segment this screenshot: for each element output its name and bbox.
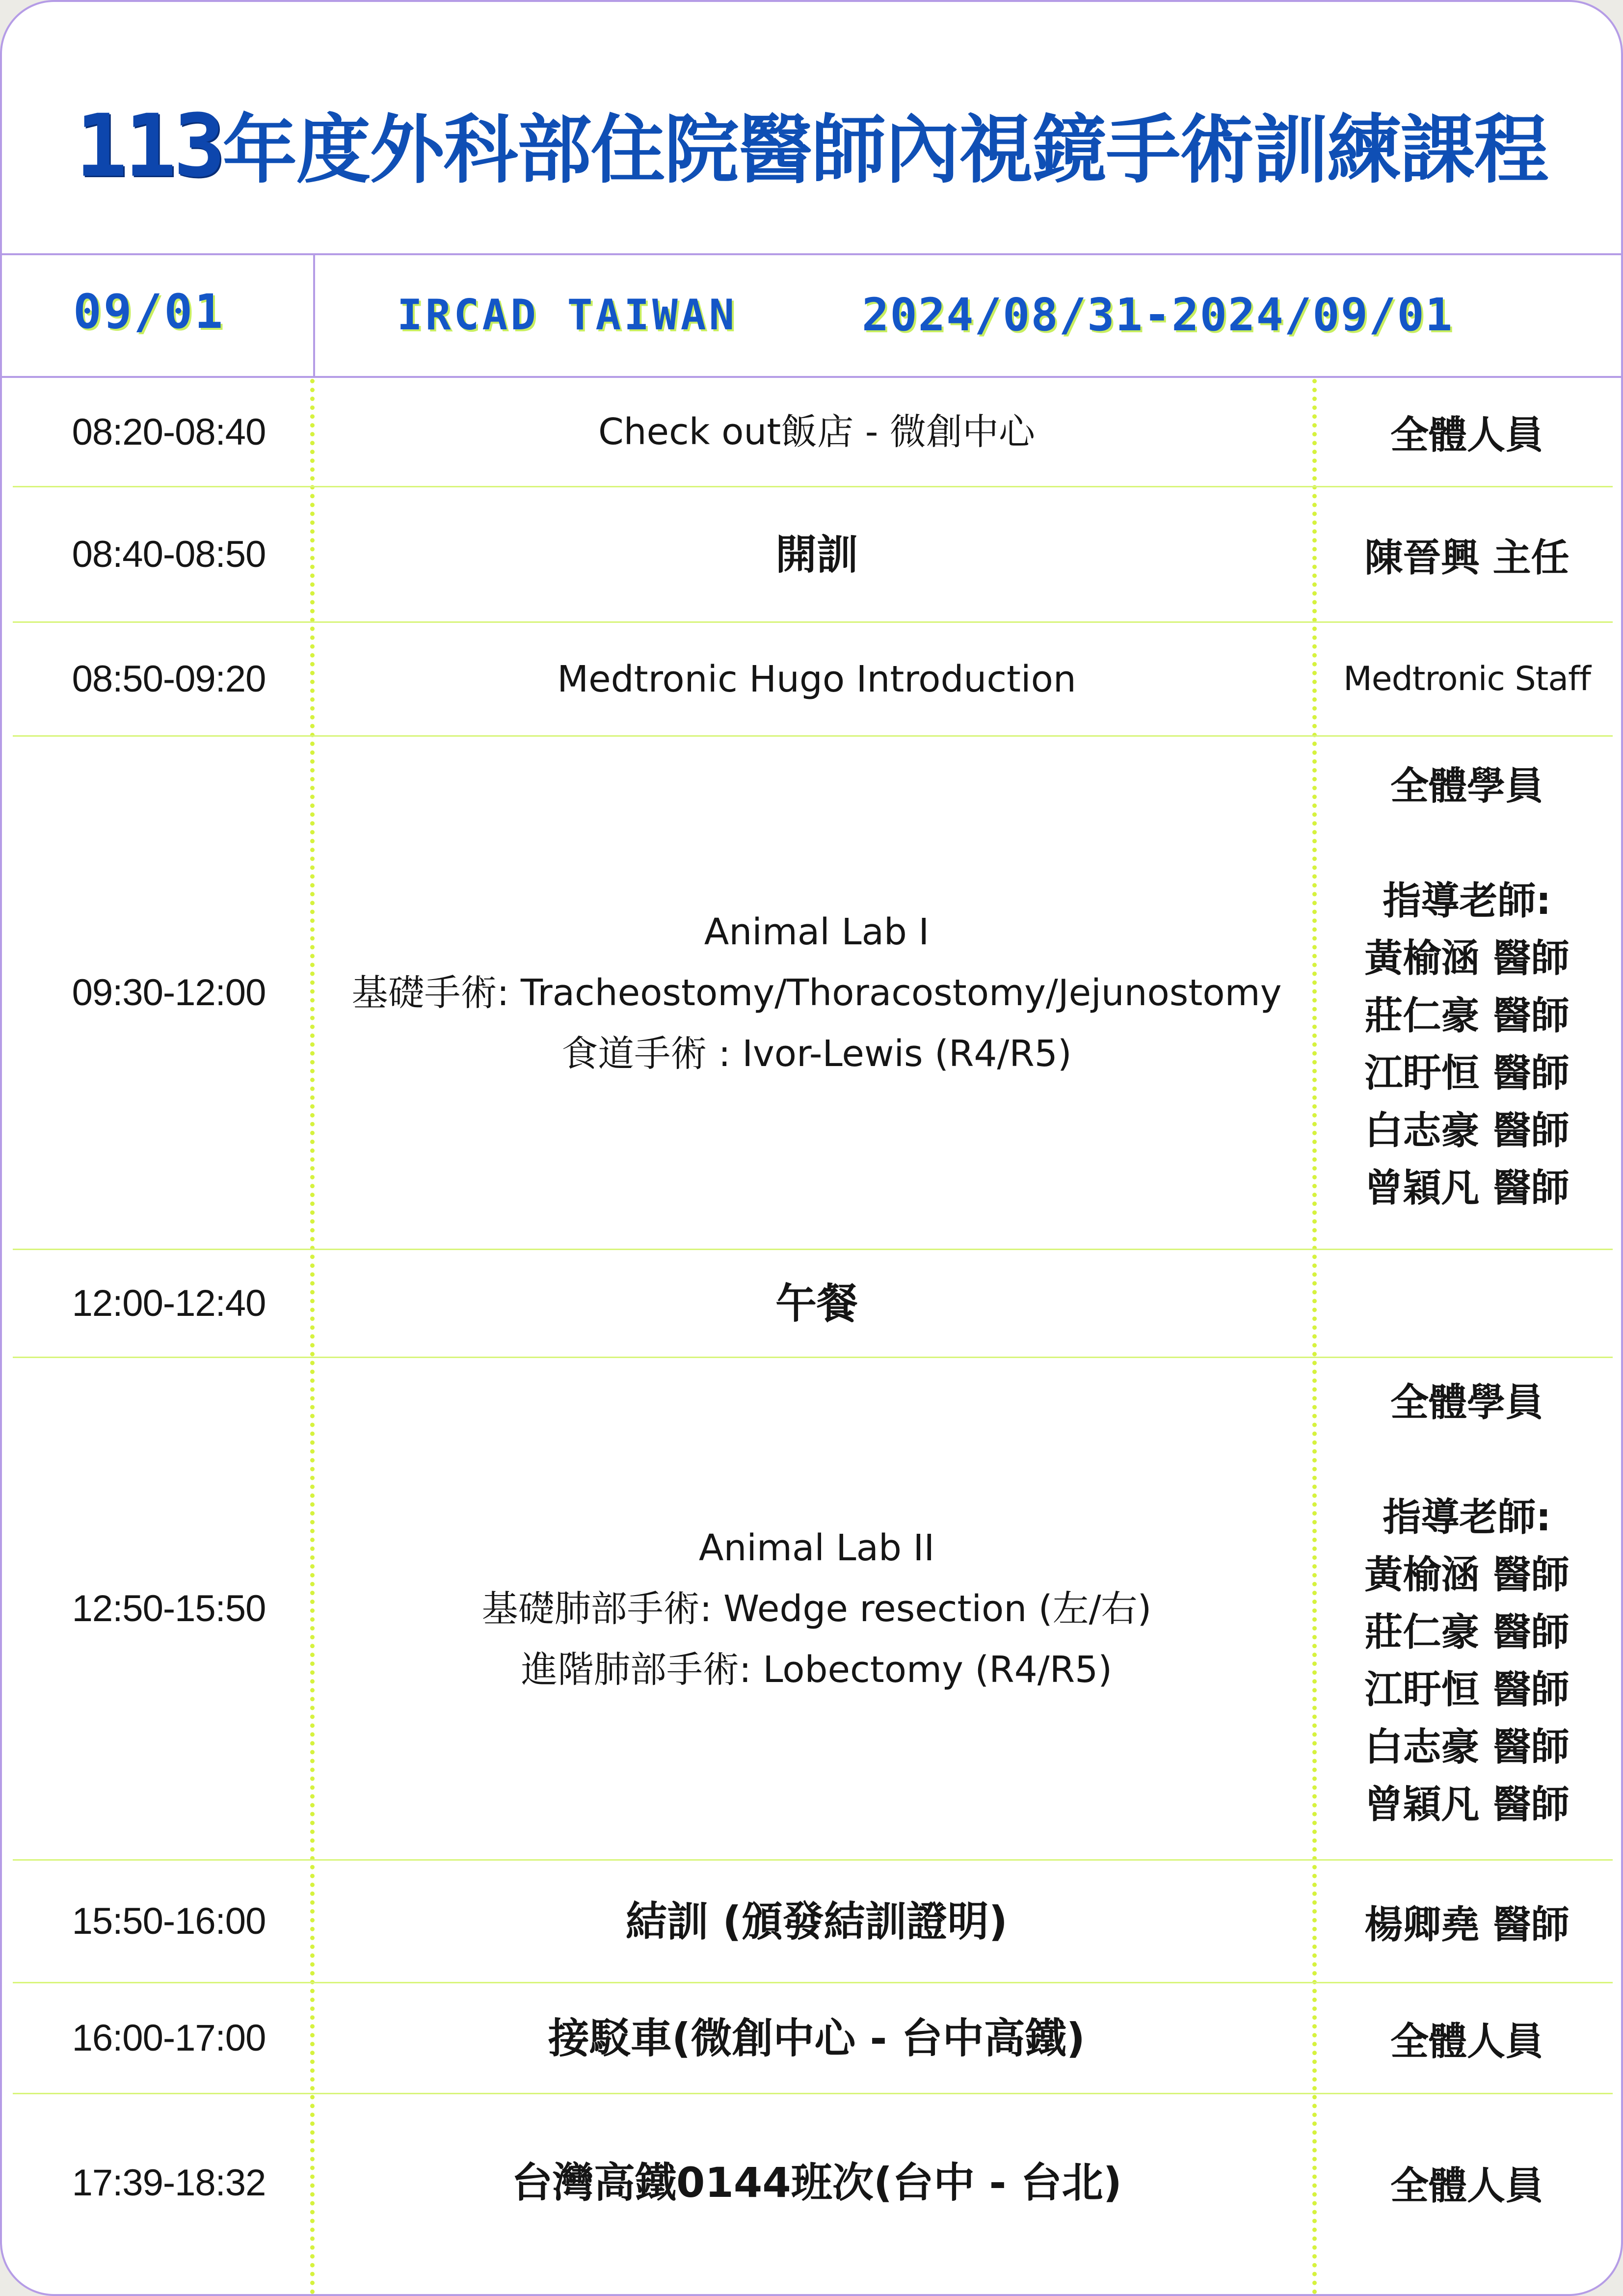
participant-line: 黃榆涵 醫師: [1364, 936, 1570, 981]
activity-line: 進階肺部手術: Lobectomy (R4/R5): [521, 1648, 1113, 1691]
participant-line: 陳晉興 主任: [1364, 535, 1570, 580]
participant-line: 全體人員: [1390, 413, 1543, 457]
activity-line: 台灣高鐵0144班次(台中 - 台北): [511, 2159, 1122, 2207]
participant-line: 莊仁豪 醫師: [1364, 994, 1570, 1038]
row-participants: [1317, 1374, 1617, 1834]
title-year: 113: [75, 96, 223, 196]
row-time: 17:39-18:32: [72, 2162, 266, 2204]
activity-line: 食道手術 : Ivor-Lewis (R4/R5): [561, 1032, 1072, 1075]
participant-line: 江盱恒 醫師: [1364, 1051, 1570, 1095]
participant-line: 楊卿堯 醫師: [1364, 1902, 1570, 1947]
row-activity: [321, 1861, 1312, 1982]
activity-line: Animal Lab I: [704, 910, 930, 953]
row-activity: [321, 623, 1312, 735]
row-activity: [321, 1983, 1312, 2093]
row-time: 15:50-16:00: [72, 1900, 266, 1942]
row-activity: [321, 487, 1312, 621]
participant-heading: 全體學員: [1390, 1381, 1543, 1425]
row-time: 12:50-15:50: [72, 1588, 266, 1629]
participant-line: 指導老師:: [1383, 879, 1551, 923]
activity-line: 基礎肺部手術: Wedge resection (左/右): [481, 1587, 1152, 1630]
row-time: 12:00-12:40: [72, 1282, 266, 1324]
participant-line: 黃榆涵 醫師: [1364, 1553, 1570, 1597]
row-participants: [1317, 1983, 1617, 2093]
row-time: 09:30-12:00: [72, 972, 266, 1014]
row-participants: [1317, 623, 1617, 735]
participant-line: 莊仁豪 醫師: [1364, 1610, 1570, 1655]
header-venue: IRCAD TAIWAN: [397, 291, 738, 340]
page-title: [2, 90, 1621, 197]
row-time: 08:40-08:50: [72, 534, 266, 575]
column-divider-right: [1312, 379, 1317, 2296]
participant-line: 全體人員: [1390, 2164, 1543, 2208]
activity-line: Medtronic Hugo Introduction: [557, 658, 1076, 700]
header-date-range: 2024/08/31-2024/09/01: [862, 289, 1454, 341]
participant-line: 曾穎凡 醫師: [1364, 1783, 1570, 1827]
row-activity: [321, 2094, 1312, 2271]
header-top-divider: [2, 253, 1621, 255]
row-participants: [1317, 1861, 1617, 1982]
row-activity: [321, 378, 1312, 486]
row-participants: [1317, 487, 1617, 621]
row-time: 16:00-17:00: [72, 2017, 266, 2059]
participant-heading: 全體學員: [1390, 764, 1543, 808]
activity-line: Check out飯店 - 微創中心: [598, 411, 1036, 453]
header-date: 09/01: [73, 284, 225, 339]
row-time: 08:20-08:40: [72, 411, 266, 453]
activity-line: 午餐: [775, 1279, 858, 1328]
participant-line: Medtronic Staff: [1343, 660, 1591, 698]
row-participants: [1317, 378, 1617, 486]
row-time: 08:50-09:20: [72, 658, 266, 700]
activity-line: 結訓 (頒發結訓證明): [625, 1897, 1008, 1946]
activity-line: 基礎手術: Tracheostomy/Thoracostomy/Jejunostomy: [351, 971, 1282, 1014]
participant-line: 曾穎凡 醫師: [1364, 1166, 1570, 1210]
participant-line: 指導老師:: [1383, 1495, 1551, 1540]
title-text: 年度外科部住院醫師內視鏡手術訓練課程: [222, 107, 1548, 193]
participant-line: 全體人員: [1390, 2019, 1543, 2064]
activity-line: Animal Lab II: [698, 1526, 935, 1569]
row-activity: [321, 1250, 1312, 1357]
activity-line: 開訓: [775, 530, 858, 579]
row-participants: [1317, 758, 1617, 1217]
participant-line: 白志豪 醫師: [1364, 1109, 1570, 1153]
header-vertical-divider: [313, 254, 315, 377]
row-activity: [321, 1358, 1312, 1859]
participant-line: 白志豪 醫師: [1364, 1725, 1570, 1769]
activity-line: 接駁車(微創中心 - 台中高鐵): [548, 2014, 1086, 2062]
row-participants: [1317, 2094, 1617, 2271]
row-activity: [321, 737, 1312, 1249]
participant-line: 江盱恒 醫師: [1364, 1668, 1570, 1712]
